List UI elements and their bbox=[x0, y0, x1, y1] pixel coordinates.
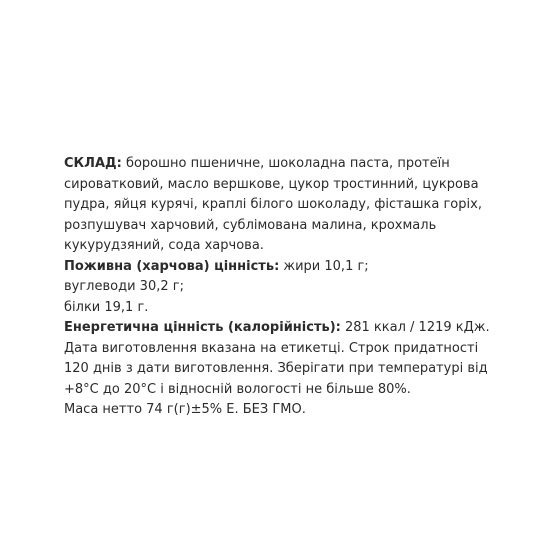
carbs-line: вуглеводи 30,2 г; bbox=[64, 279, 184, 294]
composition-text: борошно пшеничне, шоколадна паста, протеїн сироватковий, масло вершкове, цукор тростинний, цукрова пудра, яйця курячі, краплі білого шоколаду, фісташка горіх, розпушувач харчовий, сублімована малина, крохмаль кукурудзяний, сода харчова. bbox=[64, 156, 482, 253]
nutrition-line bbox=[64, 257, 504, 278]
energy-value: 281 ккал / 1219 кДж. bbox=[340, 320, 490, 335]
composition-heading: СКЛАД: bbox=[64, 156, 122, 171]
storage-paragraph: Дата виготовлення вказана на етикетці. Строк придатності 120 днів з дати виготовлення. Зберігати при температурі від +8°С до 20°С і відносній вологості не більше 80%. bbox=[64, 340, 488, 397]
composition-paragraph bbox=[64, 154, 504, 257]
net-weight-line: Маса нетто 74 г(г)±5% Е. БЕЗ ГМО. bbox=[64, 402, 306, 417]
protein-line: білки 19,1 г. bbox=[64, 299, 149, 315]
product-label-text bbox=[64, 154, 504, 421]
fats-value: жири 10,1 г; bbox=[279, 258, 369, 274]
energy-heading: Енергетична цінність (калорійність): bbox=[64, 320, 341, 335]
nutrition-heading: Поживна (харчова) цінність: bbox=[64, 258, 280, 274]
energy-line bbox=[64, 318, 504, 339]
